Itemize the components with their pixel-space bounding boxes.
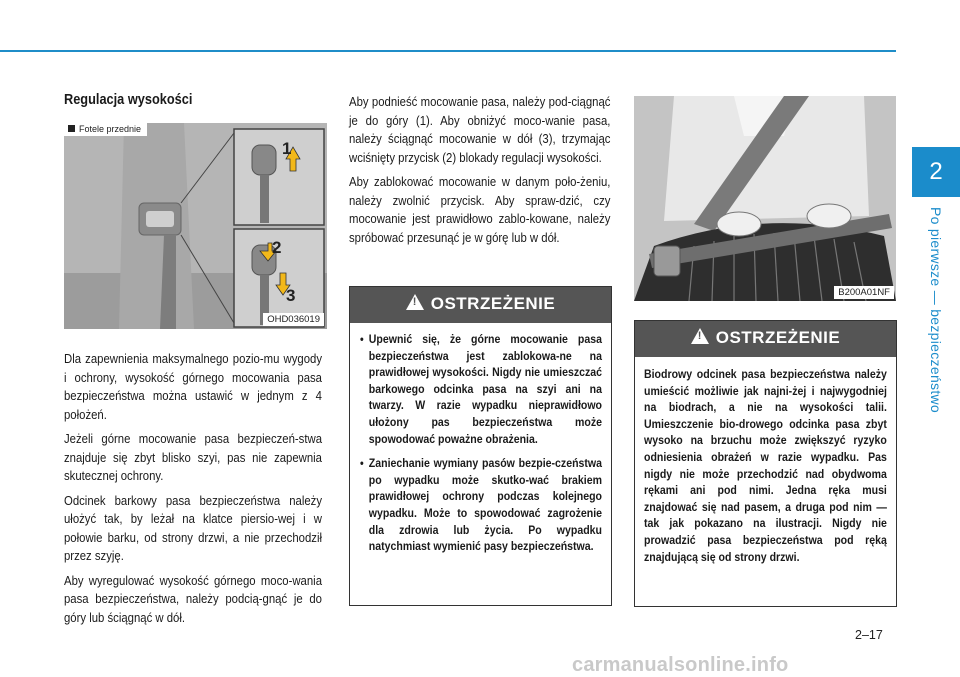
warning-title: OSTRZEŻENIE <box>715 328 841 347</box>
warning-body <box>644 366 887 565</box>
left-paragraph: Odcinek barkowy pasa bezpieczeństwa należy ułożyć tak, by leżał na klatce piersio-wej i w połowie barku, od strony drzwi, a nie przechodził przez szyję. <box>64 492 322 563</box>
left-paragraph: Dla zapewnienia maksymalnego pozio-mu wygody i ochrony, wysokość górnego mocowania pasa bezpieczeństwa można ustawić w jednym z 4 położeń. <box>64 351 322 422</box>
left-paragraph: Jeżeli górne mocowanie pasa bezpieczeń-stwa znajduje się zbyt blisko szyi, pas nie zapewnia skutecznej ochrony. <box>64 431 322 483</box>
warning-title: OSTRZEŻENIE <box>430 294 556 313</box>
warning-list-item: • Zaniechanie wymiany pasów bezpie-czeństwa po wypadku może skutko-wać brakiem prawidłowej ochrony podczas kolejnego wypadku. Może to spowodować zagrożenie dla zdrowia lub życia. Po wypadku natychmiast wymienić pasy bezpieczeństwa. <box>360 455 602 555</box>
chapter-title-text: Po pierwsze — bezpieczeństwo <box>928 206 944 414</box>
left-body-text <box>64 350 322 633</box>
figure-code: OHD036019 <box>263 313 324 326</box>
lap-belt-illustration <box>634 96 896 301</box>
watermark: carmanualsonline.info <box>572 654 789 676</box>
warning-box-middle <box>349 286 612 606</box>
callout-3: 3 <box>286 286 296 305</box>
warning-box-right <box>634 320 897 607</box>
chapter-number-tab[interactable]: 2 <box>912 147 960 197</box>
warning-text: Biodrowy odcinek pasa bezpieczeństwa należy umieścić możliwie jak najni-żej i najwygodniej na biodrach, a nie na wysokości talii. Umieszczenie bio-drowego odcinka pasa zbyt wysoko na brzuchu może zwiększyć ryzyko odniesienia obrażeń w razie wypadku. Pas nigdy nie może przechodzić nad obydwoma rękami ani pod nimi. Jedna ręka musi znajdować się nad pasem, a druga pod nim — tak jak pokazano na ilustracji. Nigdy nie prowadzić pasa bezpieczeństwa pod ręką znajdującą się od strony drzwi. <box>644 367 887 564</box>
seatbelt-adjust-figure <box>64 123 327 329</box>
header-rule <box>0 50 896 52</box>
callout-1: 1 <box>282 139 292 158</box>
warning-list-item: • Upewnić się, że górne mocowanie pasa bezpieczeństwa jest zablokowa-ne na prawidłowej wysokości. Nigdy nie umieszczać barkowego odcinka pasa na szyi ani na twarzy. W razie wypadku nieprawidłowo ułożony pas bezpieczeństwa może spowodować poważne obrażenia. <box>360 331 602 447</box>
lap-belt-figure <box>634 96 896 301</box>
warning-header <box>635 321 896 357</box>
chapter-title <box>916 205 956 415</box>
figure-caption-label: Fotele przednie <box>64 123 147 136</box>
callout-2: 2 <box>272 238 282 257</box>
section-heading: Regulacja wysokości <box>64 92 193 108</box>
warning-triangle-icon <box>406 294 424 310</box>
page-number: 2–17 <box>855 628 883 642</box>
middle-body-text <box>349 93 610 253</box>
left-paragraph: Aby wyregulować wysokość górnego moco-wania pasa bezpieczeństwa, należy podcią-gnąć je do góry lub ściągnąć w dół. <box>64 572 322 625</box>
middle-paragraph: Aby podnieść mocowanie pasa, należy pod-ciągnąć je do góry (1). Aby obniżyć moco-wanie pasa, należy ściągnąć mocowanie w dół (3), trzymając wciśnięty przycisk (2) blokady regulacji wysokości. <box>349 94 611 165</box>
warning-header <box>350 287 611 323</box>
figure-code: B200A01NF <box>834 286 894 299</box>
warning-triangle-icon <box>691 328 709 344</box>
middle-paragraph: Aby zablokować mocowanie w danym poło-żeniu, należy zwolnić przycisk. Aby spraw-dzić, czy mocowanie jest prawidłowo zablo-kowane, należy spróbować przesunąć je w górę lub w dół. <box>349 174 611 245</box>
warning-body <box>360 331 602 563</box>
